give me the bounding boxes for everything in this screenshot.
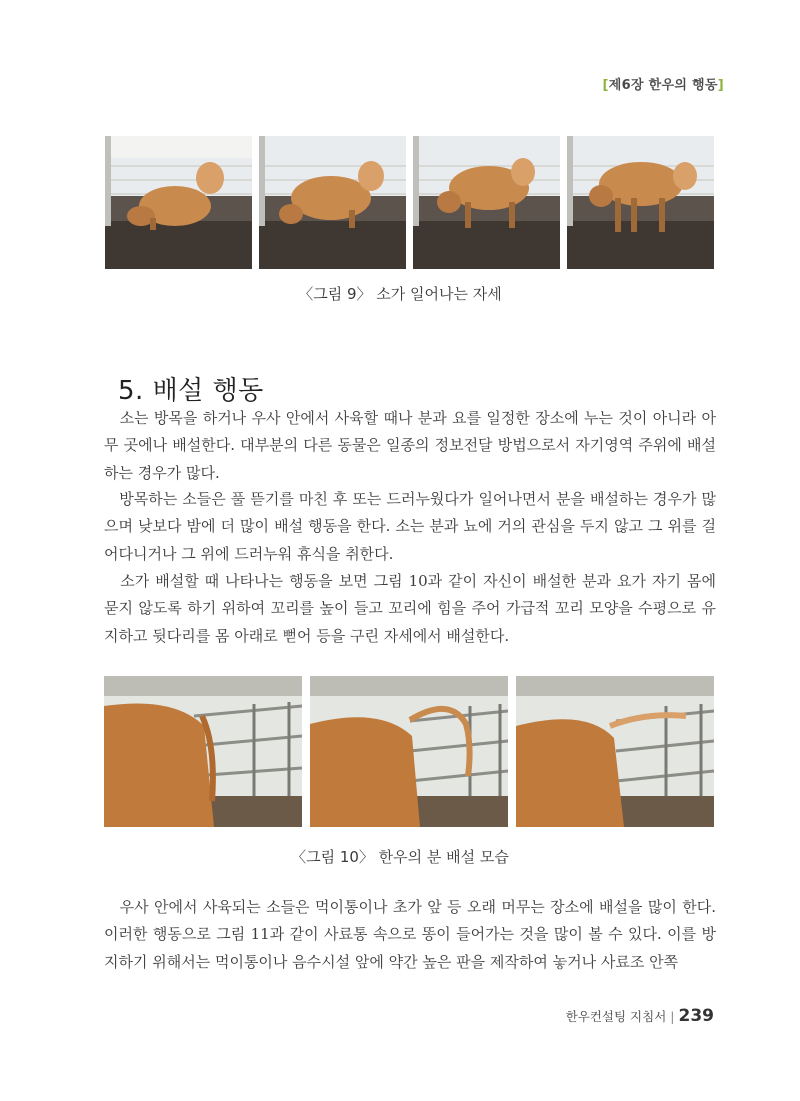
figure-10-photo-2 <box>310 676 508 827</box>
figure-9-photos <box>105 136 714 269</box>
paragraph-4: 우사 안에서 사육되는 소들은 먹이통이나 초가 앞 등 오래 머무는 장소에 배설을 많이 한다. 이러한 행동으로 그림 11과 같이 사료통 속으로 똥이 들어가는 것을 많이 볼 수 있다. 이를 방지하기 위해서는 먹이통이나 음수시설 앞에 약간 높은 판을 제작하여 놓거나 사료조 안쪽 <box>104 898 716 971</box>
figure-9-caption: 〈그림 9〉 소가 일어나는 자세 <box>298 285 502 303</box>
page-footer <box>566 1006 714 1026</box>
bracket-left: [ <box>602 78 609 93</box>
figure-9-photo-2 <box>259 136 406 269</box>
paragraph-3: 소가 배설할 때 나타나는 행동을 보면 그림 10과 같이 자신이 배설한 분과 요가 자기 몸에 묻지 않도록 하기 위하여 꼬리를 높이 들고 꼬리에 힘을 주어 가급적 꼬리 모양을 수평으로 유지하고 뒷다리를 몸 아래로 뻗어 등을 구린 자세에서 배설한다. <box>104 572 716 645</box>
bracket-right: ] <box>717 78 724 93</box>
figure-10-photo-1 <box>104 676 302 827</box>
figure-10-caption: 〈그림 10〉 한우의 분 배설 모습 <box>291 848 509 866</box>
figure-10-photo-3 <box>516 676 714 827</box>
figure-10-photos <box>104 676 714 827</box>
chapter-label: 제6장 한우의 행동 <box>608 78 718 93</box>
figure-9-photo-1 <box>105 136 252 269</box>
figure-9-photo-4 <box>567 136 714 269</box>
paragraph-1: 소는 방목을 하거나 우사 안에서 사육할 때나 분과 요를 일정한 장소에 누는 것이 아니라 아무 곳에나 배설한다. 대부분의 다른 동물은 일종의 정보전달 방법으로서 자기영역 주위에 배설하는 경우가 많다. <box>104 409 716 482</box>
book-title: 한우컨설팅 지침서 <box>565 1009 667 1024</box>
figure-9-photo-3 <box>413 136 560 269</box>
chapter-header <box>602 74 724 93</box>
footer-separator: | <box>670 1009 675 1024</box>
section-title: 5. 배설 행동 <box>118 375 264 406</box>
page-number: 239 <box>678 1006 714 1026</box>
paragraph-2: 방목하는 소들은 풀 뜯기를 마친 후 또는 드러누웠다가 일어나면서 분을 배설하는 경우가 많으며 낮보다 밤에 더 많이 배설 행동을 한다. 소는 분과 뇨에 거의 관심을 두지 않고 그 위를 걸어다니거나 그 위에 드러누워 휴식을 취한다. <box>104 490 716 563</box>
